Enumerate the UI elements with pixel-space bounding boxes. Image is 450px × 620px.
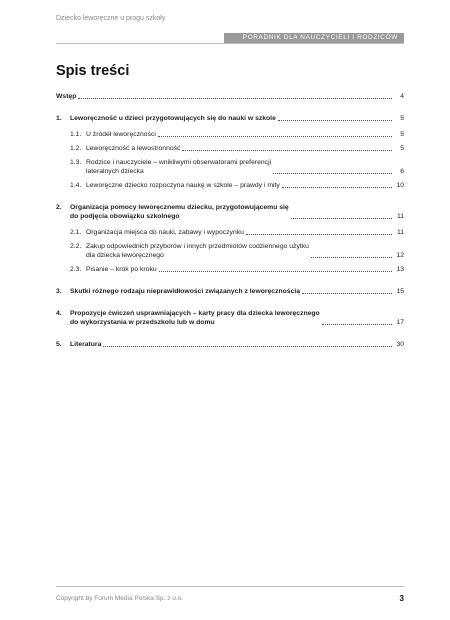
- toc-entry-label: Rodzice i nauczyciele – wnikliwymi obserwatorami preferencji lateralnych dziecka: [86, 159, 272, 175]
- toc-entry-text: [86, 265, 394, 274]
- toc-entry-page: 5: [400, 145, 404, 152]
- toc-entry-label: U źródeł leworęczności: [86, 131, 156, 138]
- toc-entry-number: 1.1.: [70, 131, 82, 138]
- toc-subentry: [56, 242, 404, 260]
- toc-subentry: [56, 130, 404, 139]
- toc-entry-label: Organizacja miejsca do nauki, zabawy i wypoczynku: [86, 229, 244, 236]
- toc-entry-text: [70, 114, 394, 123]
- dot-leader: [103, 346, 392, 347]
- toc-entry-page: 5: [400, 131, 404, 138]
- dot-leader: [159, 271, 392, 272]
- toc-entry-label: Skutki różnego rodzaju nieprawidłowości związanych z leworęcznością: [70, 288, 301, 295]
- dot-leader: [158, 136, 392, 137]
- toc-entry-number: 1.: [56, 115, 62, 122]
- toc-entry-number: 2.2.: [70, 243, 82, 250]
- toc-entry-text: [70, 203, 394, 221]
- footer-page-number: 3: [399, 594, 404, 603]
- toc-entry-page: 5: [400, 115, 404, 122]
- toc-entry-label: Wstęp: [56, 93, 77, 100]
- toc-entry-label: Organizacja pomocy leworęcznemu dziecku, przygotowującemu się do podjęcia obowiązku szkolnego: [70, 204, 289, 220]
- toc-entry-text: [86, 181, 394, 190]
- toc-entry-number: 2.: [56, 204, 62, 211]
- toc-entry-number: 2.1.: [70, 229, 82, 236]
- toc-entry-page: 10: [396, 182, 404, 189]
- dot-leader: [302, 293, 392, 294]
- toc-entry-page: 6: [400, 168, 404, 175]
- toc-subentry: [56, 265, 404, 274]
- toc-entry: [56, 114, 404, 123]
- toc-entry-label: Pisanie – krok po kroku: [86, 266, 157, 273]
- toc-entry-text: [86, 228, 394, 237]
- toc-entry-label: Literatura: [70, 341, 102, 348]
- footer-copyright: Copyright by Forum Media Polska Sp. z o.o.: [56, 595, 184, 602]
- toc-entry-text: [86, 130, 394, 139]
- toc-entry-page: 11: [396, 213, 404, 220]
- toc-entry: [56, 287, 404, 296]
- dot-leader: [311, 257, 392, 258]
- header-rule: [56, 43, 404, 44]
- footer-rule: [56, 586, 404, 587]
- dot-leader: [282, 187, 392, 188]
- toc-entry-number: 4.: [56, 310, 62, 317]
- toc-entry-number: 1.3.: [70, 159, 82, 166]
- dot-leader: [246, 234, 392, 235]
- toc-entry-text: [70, 309, 394, 327]
- toc-subentry: [56, 144, 404, 153]
- toc-entry-text: [70, 287, 394, 296]
- toc-entry-number: 3.: [56, 288, 62, 295]
- toc-entry-text: [86, 158, 394, 176]
- dot-leader: [322, 324, 392, 325]
- toc-subentry: [56, 181, 404, 190]
- toc-entry: [56, 340, 404, 349]
- toc-entry-label: Leworęczność a lewostronność: [86, 145, 181, 152]
- toc-entry-number: 5.: [56, 341, 62, 348]
- toc-entry: [56, 309, 404, 327]
- dot-leader: [291, 218, 392, 219]
- toc-entry-page: 17: [396, 319, 404, 326]
- toc-entry-text: [86, 242, 394, 260]
- running-header-title: Dziecko leworęczne u progu szkoły: [56, 15, 166, 22]
- toc-entry-label: Propozycje ćwiczeń usprawniających – karty pracy dla dziecka leworęcznego do wykorzystania w przedszkolu lub w domu: [70, 310, 320, 326]
- toc-entry-page: 13: [396, 266, 404, 273]
- toc-entry-page: 11: [396, 229, 404, 236]
- toc-entry: [56, 92, 404, 101]
- toc-entry-label: Leworęczność u dzieci przygotowujących się do nauki w szkole: [70, 115, 276, 122]
- toc-subentry: [56, 158, 404, 176]
- toc-entry-page: 12: [396, 252, 404, 259]
- dot-leader: [78, 98, 392, 99]
- toc-entry: [56, 203, 404, 221]
- dot-leader: [182, 150, 392, 151]
- toc-subentry: [56, 228, 404, 237]
- toc-entry-text: [86, 144, 394, 153]
- toc-entry-page: 30: [396, 341, 404, 348]
- page-title: Spis treści: [56, 63, 130, 79]
- toc-entry-number: 1.2.: [70, 145, 82, 152]
- dot-leader: [273, 173, 392, 174]
- toc-entry-number: 2.3.: [70, 266, 82, 273]
- toc-entry-page: 15: [396, 288, 404, 295]
- toc-entry-text: [70, 340, 394, 349]
- toc-entry-label: Leworęczne dziecko rozpoczyna naukę w szkole – prawdy i mity: [86, 182, 280, 189]
- toc-entry-page: 4: [400, 93, 404, 100]
- toc-entry-label: Zakup odpowiednich przyborów i innych przedmiotów codziennego użytku dla dziecka leworęcznego: [86, 243, 309, 259]
- header-band: PORADNIK DLA NAUCZYCIELI I RODZICÓW: [224, 33, 404, 43]
- table-of-contents: [56, 92, 404, 349]
- toc-entry-number: 1.4.: [70, 182, 82, 189]
- dot-leader: [278, 120, 392, 121]
- toc-entry-text: [56, 92, 394, 101]
